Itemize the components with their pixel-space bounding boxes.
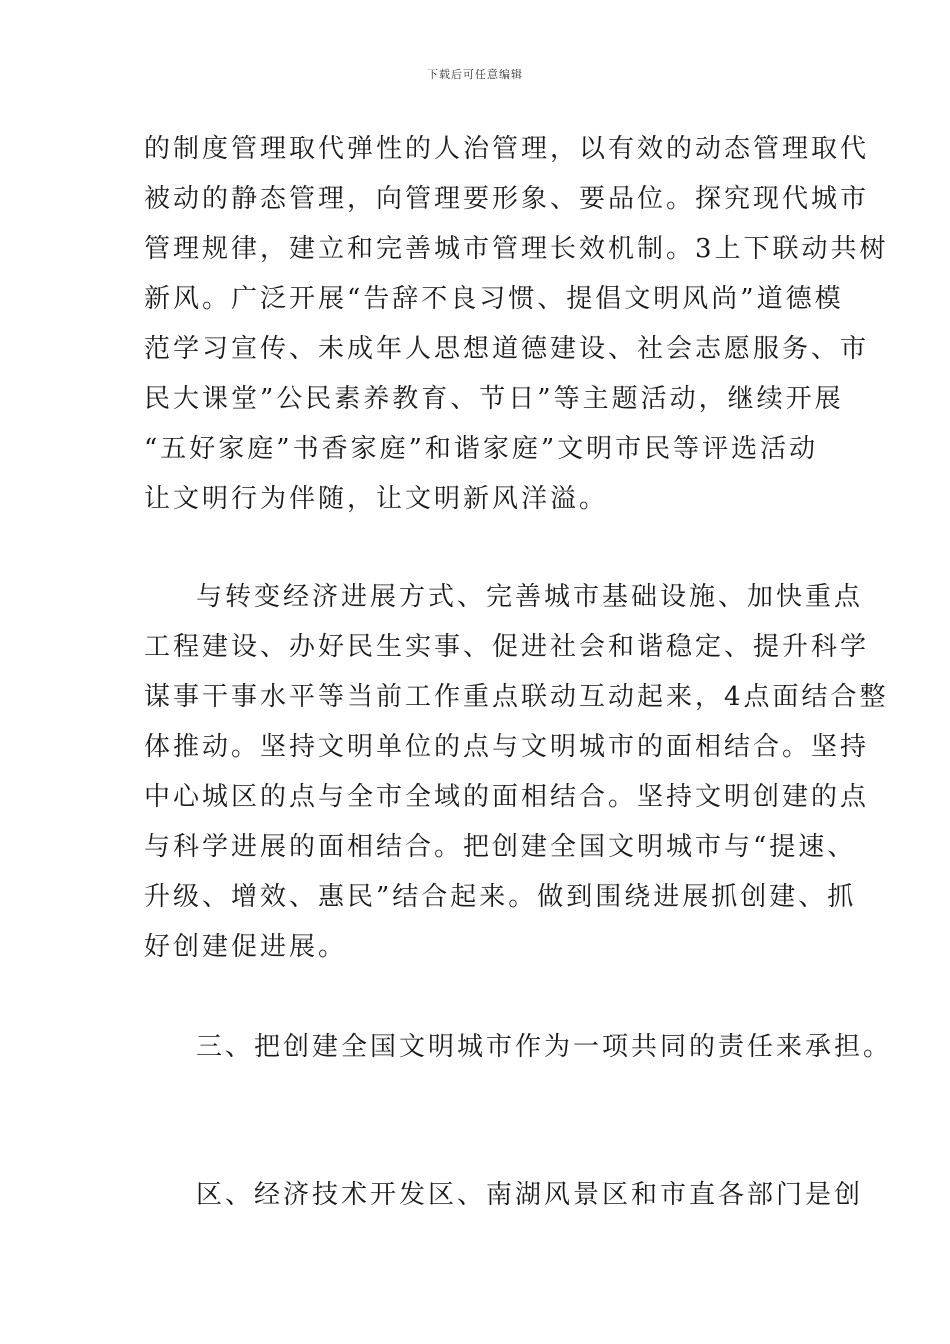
text-line: 升级、增效、惠民”结合起来。做到围绕进展抓创建、抓 <box>144 882 857 912</box>
section-heading <box>144 1022 893 1072</box>
text-line: 体推动。坚持文明单位的点与文明城市的面相结合。坚持 <box>144 732 870 762</box>
text-line: 区、经济技术开发区、南湖风景区和市直各部门是创 <box>196 1180 864 1210</box>
text-line: 让文明行为伴随，让文明新风洋溢。 <box>144 484 609 514</box>
text-line: 新风。广泛开展“告辞不良习惯、提倡文明风尚”道德模 <box>144 284 844 314</box>
text-line: 范学习宣传、未成年人思想道德建设、社会志愿服务、市 <box>144 334 870 364</box>
text-line: 好创建促进展。 <box>144 932 348 962</box>
text-line: 谋事干事水平等当前工作重点联动互动起来，4点面结合整 <box>144 682 889 712</box>
text-line: 三、把创建全国文明城市作为一项共同的责任来承担。 <box>196 1032 893 1062</box>
header-note: 下载后可任意编辑 <box>427 68 523 81</box>
paragraph-4 <box>144 1170 864 1220</box>
text-line: 工程建设、办好民生实事、促进社会和谐稳定、提升科学 <box>144 632 870 662</box>
text-line: “五好家庭”书香家庭”和谐家庭”文明市民等评选活动 <box>144 434 819 464</box>
text-line: 的制度管理取代弹性的人治管理，以有效的动态管理取代 <box>144 134 870 164</box>
text-line: 管理规律，建立和完善城市管理长效机制。3上下联动共树 <box>144 234 889 264</box>
paragraph-2 <box>144 572 889 972</box>
text-line: 中心城区的点与全市全域的面相结合。坚持文明创建的点 <box>144 782 870 812</box>
text-line: 与科学进展的面相结合。把创建全国文明城市与“提速、 <box>144 832 857 862</box>
paragraph-1 <box>144 124 889 524</box>
text-line: 民大课堂”公民素养教育、节日”等主题活动，继续开展 <box>144 384 844 414</box>
text-line: 与转变经济进展方式、完善城市基础设施、加快重点 <box>196 582 864 612</box>
text-line: 被动的静态管理，向管理要形象、要品位。探究现代城市 <box>144 184 870 214</box>
